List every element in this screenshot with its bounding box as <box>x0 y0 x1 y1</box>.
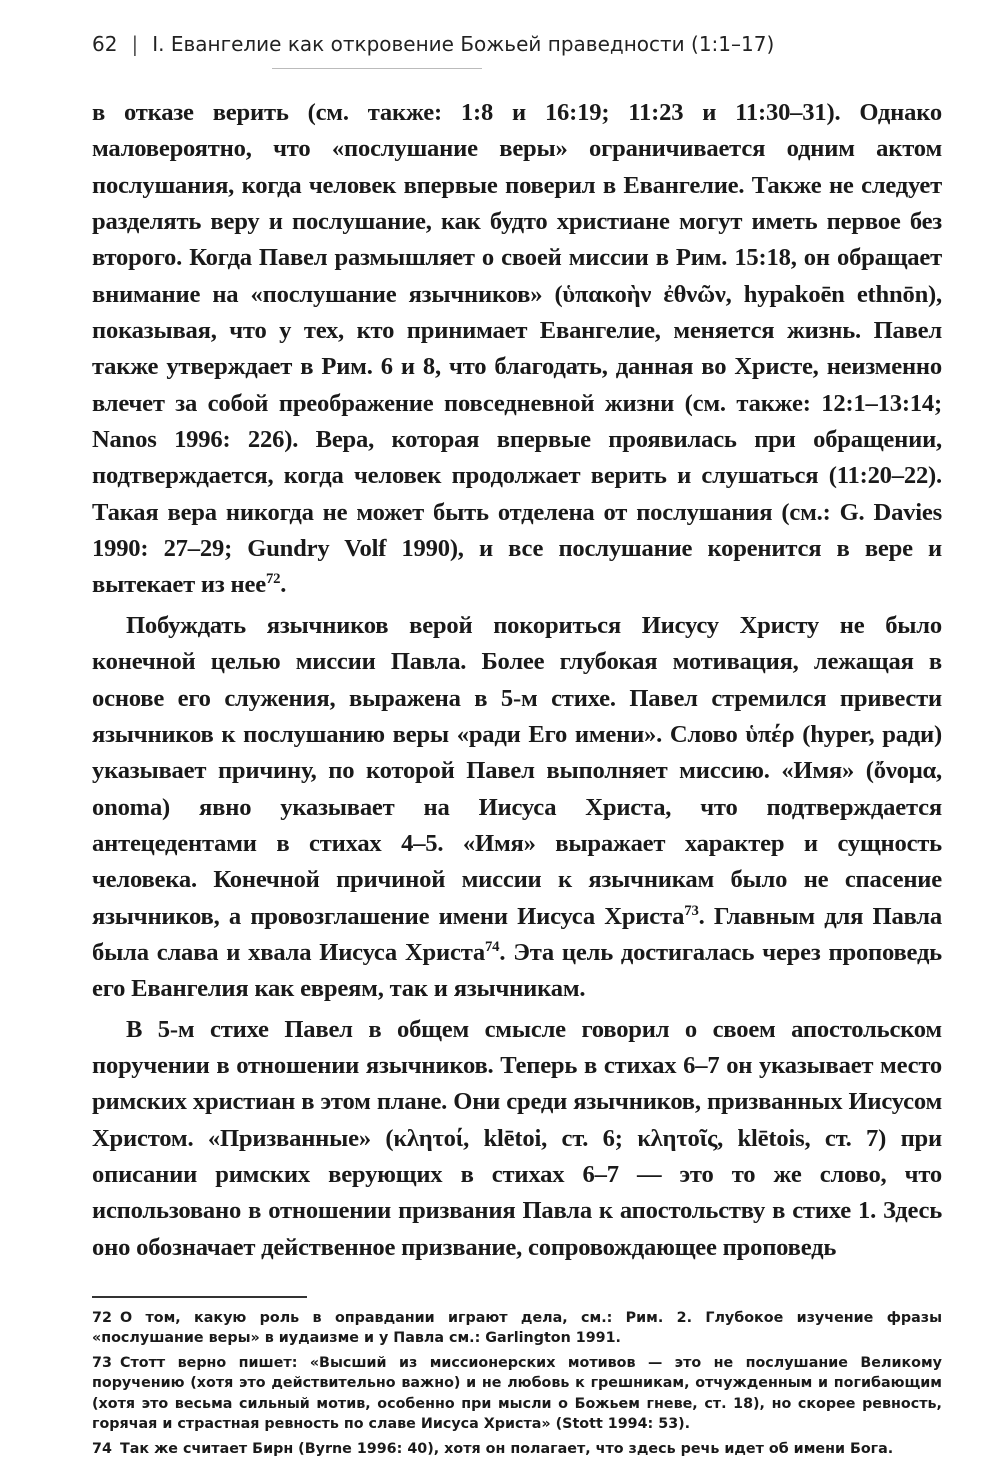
footnote-ref-72: 72 <box>266 571 280 587</box>
footnote-74 <box>92 1439 942 1459</box>
paragraph-1 <box>92 95 942 604</box>
running-header <box>92 32 942 68</box>
header-rule <box>272 68 482 69</box>
footnote-number: 74 <box>92 1439 120 1459</box>
paragraph-2-mid: . Главным для Павла была слава и хвала Иисуса Христа <box>92 903 942 966</box>
footnote-rule <box>92 1296 307 1298</box>
main-text <box>92 95 942 1266</box>
page-number: 62 <box>92 32 117 56</box>
paragraph-1-end: . <box>280 571 286 598</box>
footnote-ref-74: 74 <box>485 939 499 955</box>
footnote-text: Стотт верно пишет: «Высший из миссионерских мотивов — это не послушание Великому поручению (хотя это действительно важно) и не любовь к грешникам, отчужденным и погибающим (хотя это весьма сильный мотив, особенно при мысли о Божьем гневе, ст. 18), но скорее ревность, горячая и страстная ревность по славе Иисуса Христа» (Stott 1994: 53). <box>92 1355 942 1433</box>
paragraph-3 <box>92 1012 942 1266</box>
chapter-title: I. Евангелие как откровение Божьей праведности (1:1–17) <box>152 32 774 56</box>
footnote-72 <box>92 1308 942 1349</box>
footnote-ref-73: 73 <box>684 902 698 918</box>
paragraph-2-end: . Эта цель достигалась через проповедь его Евангелия как евреям, так и язычникам. <box>92 939 942 1002</box>
paragraph-1-text: в отказе верить (см. также: 1:8 и 16:19; 11:23 и 11:30–31). Однако маловероятно, что «послушание веры» ограничивается одним актом послушания, когда человек впервые поверил в Евангелие. Также не следует разделять веру и послушание, как будто христиане могут иметь первое без второго. Когда Павел размышляет о своей миссии в Рим. 15:18, он обращает внимание на «послушание язычников» (ὑπακοὴν ἐθνῶν, hypakoēn ethnōn), показывая, что у тех, кто принимает Евангелие, меняется жизнь. Павел также утверждает в Рим. 6 и 8, что благодать, данная во Христе, неизменно влечет за собой преображение повседневной жизни (см. также: 12:1–13:14; Nanos 1996: 226). Вера, которая впервые проявилась при обращении, подтверждается, когда человек продолжает верить и слушаться (11:20–22). Такая вера никогда не может быть отделена от послушания (см.: G. Davies 1990: 27–29; Gundry Volf 1990), и все послушание коренится в вере и вытекает из нее <box>92 99 942 598</box>
paragraph-2 <box>92 608 942 1008</box>
footnotes <box>92 1308 942 1459</box>
footnote-number: 73 <box>92 1353 120 1374</box>
paragraph-2-text: Побуждать язычников верой покориться Иисусу Христу не было конечной целью миссии Павла. Более глубокая мотивация, лежащая в основе его служения, выражена в 5-м стихе. Павел стремился привести язычников к послушанию веры «ради Его имени». Слово ὑπέρ (hyper, ради) указывает причину, по которой Павел выполняет миссию. «Имя» (ὄνομα, onoma) явно указывает на Иисуса Христа, что подтверждается антецедентами в стихах 4–5. «Имя» выражает характер и сущность человека. Конечной причиной миссии к язычникам было не спасение язычников, а провозглашение имени Иисуса Христа <box>92 612 942 930</box>
header-separator: | <box>131 32 138 56</box>
footnote-text: Так же считает Бирн (Byrne 1996: 40), хотя он полагает, что здесь речь идет об имени Бога. <box>120 1441 893 1457</box>
footnote-text: О том, какую роль в оправдании играют дела, см.: Рим. 2. Глубокое изучение фразы «послушание веры» в иудаизме и у Павла см.: Garlington 1991. <box>92 1310 942 1347</box>
footnote-73 <box>92 1353 942 1435</box>
paragraph-3-text: В 5-м стихе Павел в общем смысле говорил о своем апостольском поручении в отношении язычников. Теперь в стихах 6–7 он указывает место римских христиан в этом плане. Они среди язычников, призванных Иисусом Христом. «Призванные» (κλητοί, klētoi, ст. 6; κλητοῖς, klētois, ст. 7) при описании римских верующих в стихах 6–7 — это то же слово, что использовано в отношении призвания Павла к апостольству в стихе 1. Здесь оно обозначает действенное призвание, сопровождающее проповедь <box>92 1016 942 1261</box>
footnote-number: 72 <box>92 1308 120 1329</box>
